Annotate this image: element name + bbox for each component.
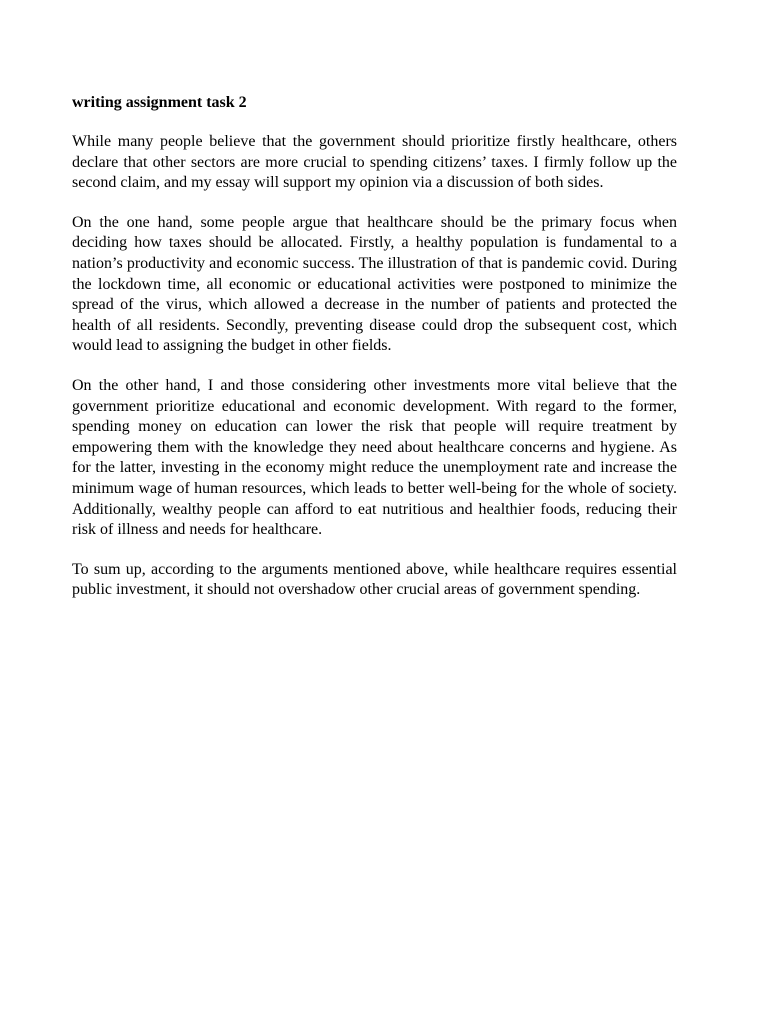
paragraph-introduction: While many people believe that the government should prioritize firstly healthcare, others declare that other sectors are more crucial to spending citizens’ taxes. I firmly follow up the second claim, and my essay will support my opinion via a discussion of both sides. (72, 133, 677, 192)
paragraph-body-other-sectors: On the other hand, I and those considering other investments more vital believe that the government prioritize educational and economic development. With regard to the former, spending money on education can lower the risk that people will require treatment by empowering them with the knowledge they need about healthcare concerns and hygiene. As for the latter, investing in the economy might reduce the unemployment rate and increase the minimum wage of human resources, which leads to better well-being for the whole of society. Additionally, wealthy people can afford to eat nutritious and healthier foods, reducing their risk of illness and needs for healthcare. (72, 376, 677, 539)
document-page (72, 92, 677, 620)
paragraph-conclusion: To sum up, according to the arguments mentioned above, while healthcare requires essential public investment, it should not overshadow other crucial areas of government spending. (72, 560, 677, 599)
document-title: writing assignment task 2 (72, 94, 247, 111)
paragraph-body-healthcare: On the one hand, some people argue that healthcare should be the primary focus when deciding how taxes should be allocated. Firstly, a healthy population is fundamental to a nation’s productivity and economic success. The illustration of that is pandemic covid. During the lockdown time, all economic or educational activities were postponed to minimize the spread of the virus, which allowed a decrease in the number of patients and protected the health of all residents. Secondly, preventing disease could drop the subsequent cost, which would lead to assigning the budget in other fields. (72, 213, 677, 355)
